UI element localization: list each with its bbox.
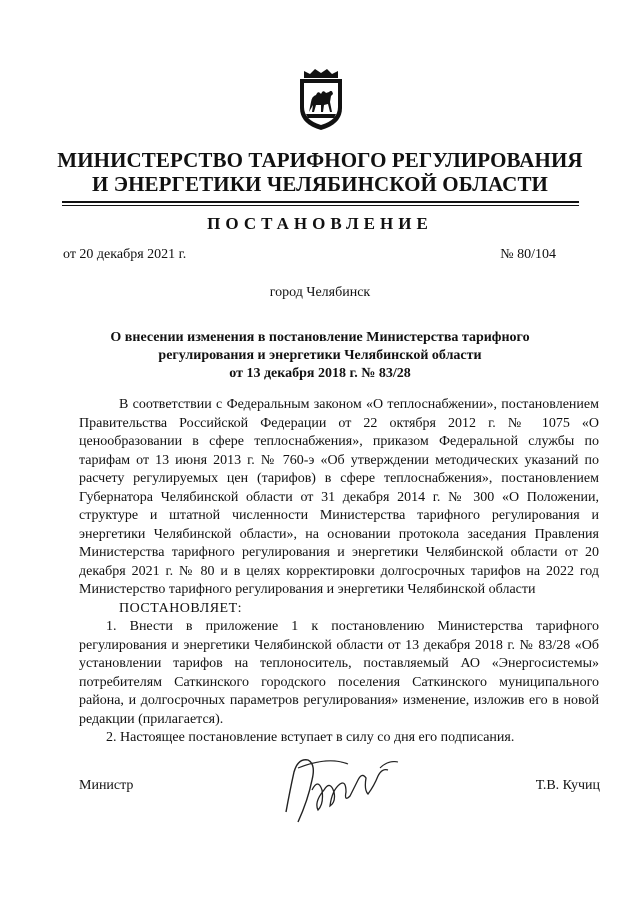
ministry-name-line1: МИНИСТЕРСТВО ТАРИФНОГО РЕГУЛИРОВАНИЯ (57, 148, 583, 172)
document-number: № 80/104 (500, 247, 556, 262)
decree-item-1: 1. Внести в приложение 1 к постановлению Министерства тарифного регулирования и энергетики Челябинской области от 13 декабря 2018 г. № 83/28 «Об установлении тарифов на теплоноситель, поставляемый АО «Энергосистемы» потребителям Саткинского городского поселения Саткинского муниципального района, и долгосрочных параметров регулирования» изменение, изложив его в новой редакции (прилагается). (79, 619, 599, 727)
signer-name: Т.В. Кучиц (535, 778, 600, 793)
subject-line1: О внесении изменения в постановление Министерства тарифного (110, 330, 530, 345)
signer-title: Министр (79, 778, 134, 793)
header-rule-thin (62, 205, 579, 206)
coat-of-arms-icon (296, 68, 346, 132)
document-city: город Челябинск (269, 285, 371, 300)
decree-item-2: 2. Настоящее постановление вступает в силу со дня его подписания. (106, 730, 515, 745)
document-subject (60, 329, 580, 383)
preamble-paragraph: В соответствии с Федеральным законом «О теплоснабжении», постановлением Правительства Российской Федерации от 22 октября 2012 г. № 1075 «О ценообразовании в сфере теплоснабжения», приказом Федеральной службы по тарифам от 13 июня 2013 г. № 760-э «Об утверждении методических указаний по расчету регулируемых цен (тарифов) в сфере теплоснабжения», постановлением Губернатора Челябинской области от 31 декабря 2014 г. № 300 «О Положении, структуре и штатной численности Министерства тарифного регулирования и энергетики Челябинской области», на основании протокола заседания Правления Министерства тарифного регулирования и энергетики Челябинской области от 20 декабря 2021 г. № 80 и в целях корректировки долгосрочных тарифов на 2022 год Министерство тарифного регулирования и энергетики Челябинской области (79, 397, 599, 597)
subject-line3: от 13 декабря 2018 г. № 83/28 (229, 366, 411, 381)
header-rule-thick (62, 201, 579, 203)
document-body (79, 396, 599, 748)
document-type: ПОСТАНОВЛЕНИЕ (207, 214, 433, 233)
handwritten-signature (268, 750, 418, 830)
subject-line2: регулирования и энергетики Челябинской области (158, 348, 482, 363)
decree-word: ПОСТАНОВЛЯЕТ: (119, 600, 243, 616)
document-date: от 20 декабря 2021 г. (63, 247, 187, 262)
ministry-name-line2: И ЭНЕРГЕТИКИ ЧЕЛЯБИНСКОЙ ОБЛАСТИ (92, 172, 548, 196)
ministry-name (40, 148, 600, 196)
